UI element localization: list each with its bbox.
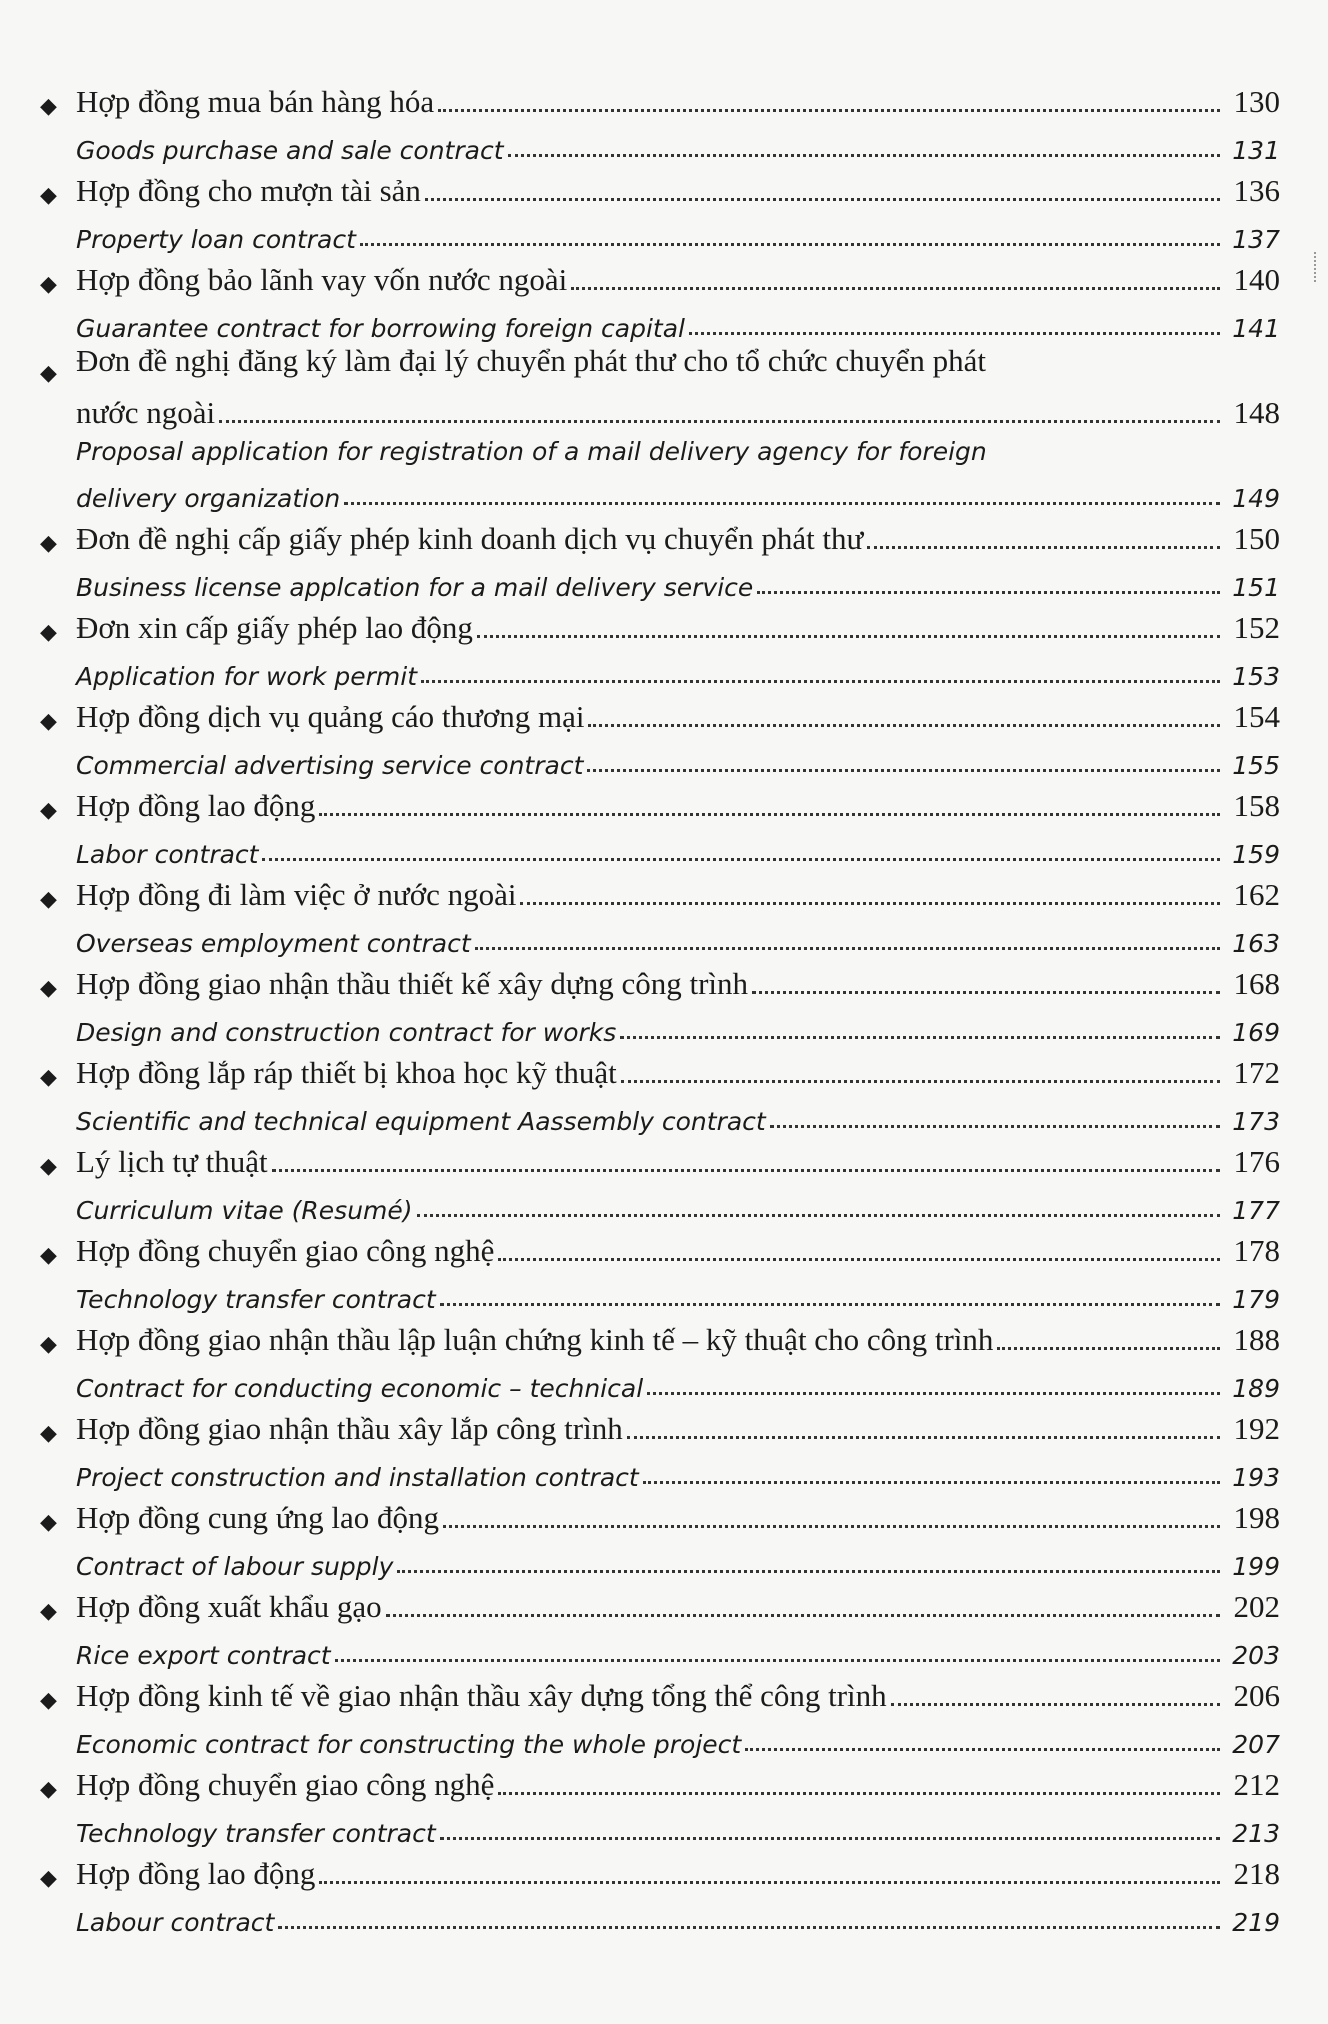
- entry-title: Commercial advertising service contract: [76, 751, 584, 780]
- diamond-bullet-icon: [40, 1247, 56, 1263]
- page-number: 155: [1232, 751, 1280, 780]
- diamond-bullet-icon: [40, 624, 56, 640]
- entry-title-line1: Proposal application for registration of a mail delivery agency for foreign: [76, 437, 987, 466]
- entry-title: Hợp đồng đi làm việc ở nước ngoài: [76, 877, 517, 912]
- entry-title: Đơn xin cấp giấy phép lao động: [76, 610, 473, 645]
- page-number: 199: [1232, 1552, 1280, 1581]
- page-number: 172: [1233, 1055, 1280, 1090]
- entry-title: Đơn đề nghị cấp giấy phép kinh doanh dịch vụ chuyển phát thư: [76, 521, 864, 556]
- diamond-bullet-icon: [40, 1603, 56, 1619]
- page-number: 154: [1233, 699, 1280, 734]
- toc-entry-vi: [40, 604, 1280, 648]
- entry-title: Curriculum vitae (Resumé): [76, 1196, 413, 1225]
- page-number: 150: [1233, 521, 1280, 556]
- toc-entry-vi: [40, 693, 1280, 737]
- toc-entry-en: [40, 122, 1280, 167]
- page-number: 141: [1232, 314, 1280, 343]
- toc-entry-en: [40, 211, 1280, 256]
- toc-entry-en: [40, 1093, 1280, 1138]
- page-number: 188: [1233, 1322, 1280, 1357]
- page-number: 207: [1232, 1730, 1280, 1759]
- toc-entry-vi: [40, 1405, 1280, 1449]
- toc-entry-en: [40, 1271, 1280, 1316]
- page-number: 193: [1232, 1463, 1280, 1492]
- page-number: 198: [1233, 1500, 1280, 1535]
- entry-title: Guarantee contract for borrowing foreign capital: [76, 314, 685, 343]
- diamond-bullet-icon: [40, 365, 56, 381]
- entry-title: Rice export contract: [76, 1641, 331, 1670]
- page-number: 202: [1233, 1589, 1280, 1624]
- entry-title: Overseas employment contract: [76, 929, 471, 958]
- entry-title: Hợp đồng giao nhận thầu thiết kế xây dựng công trình: [76, 966, 749, 1001]
- toc-entry-en: [40, 1538, 1280, 1583]
- toc-entry-vi: [40, 515, 1280, 559]
- toc-entry-vi: [40, 256, 1280, 300]
- entry-title: Hợp đồng cho mượn tài sản: [76, 173, 421, 208]
- entry-title: Technology transfer contract: [76, 1819, 436, 1848]
- page-number: 162: [1233, 877, 1280, 912]
- page-number: 203: [1232, 1641, 1280, 1670]
- toc-entry-vi: [40, 1672, 1280, 1716]
- toc-entry-vi: [40, 1583, 1280, 1627]
- page-number: 178: [1233, 1233, 1280, 1268]
- diamond-bullet-icon: [40, 187, 56, 203]
- entry-title: Hợp đồng chuyển giao công nghệ: [76, 1233, 495, 1268]
- entry-title: Hợp đồng dịch vụ quảng cáo thương mại: [76, 699, 585, 734]
- toc-entry-en: [40, 1182, 1280, 1227]
- entry-title: Lý lịch tự thuật: [76, 1144, 268, 1179]
- toc-entry-vi: [40, 1316, 1280, 1360]
- diamond-bullet-icon: [40, 891, 56, 907]
- diamond-bullet-icon: [40, 1158, 56, 1174]
- page-number: 140: [1233, 262, 1280, 297]
- entry-title: Hợp đồng lao động: [76, 1856, 316, 1891]
- diamond-bullet-icon: [40, 276, 56, 292]
- entry-title-line1: Đơn đề nghị đăng ký làm đại lý chuyển phát thư cho tổ chức chuyển phát: [76, 343, 987, 378]
- entry-title: Labour contract: [76, 1908, 275, 1937]
- diamond-bullet-icon: [40, 1781, 56, 1797]
- entry-title: Scientific and technical equipment Aassembly contract: [76, 1107, 766, 1136]
- diamond-bullet-icon: [40, 1514, 56, 1530]
- entry-title: Hợp đồng giao nhận thầu lập luận chứng kinh tế – kỹ thuật cho công trình: [76, 1322, 994, 1357]
- diamond-bullet-icon: [40, 980, 56, 996]
- page-number: 163: [1232, 929, 1280, 958]
- entry-title: Economic contract for constructing the whole project: [76, 1730, 742, 1759]
- entry-title: Technology transfer contract: [76, 1285, 436, 1314]
- page-number: 192: [1233, 1411, 1280, 1446]
- entry-title: Hợp đồng giao nhận thầu xây lắp công trình: [76, 1411, 623, 1446]
- diamond-bullet-icon: [40, 1069, 56, 1085]
- page-number: 153: [1232, 662, 1280, 691]
- entry-title: Project construction and installation contract: [76, 1463, 639, 1492]
- page-number: 177: [1232, 1196, 1280, 1225]
- page-number: 168: [1233, 966, 1280, 1001]
- page-number: 159: [1232, 840, 1280, 869]
- entry-title: Labor contract: [76, 840, 259, 869]
- toc-entry-vi: [40, 1761, 1280, 1805]
- page-number: 148: [1233, 395, 1280, 430]
- page-number: 218: [1233, 1856, 1280, 1891]
- toc-entry-en: [40, 1360, 1280, 1405]
- entry-title: Hợp đồng xuất khẩu gạo: [76, 1589, 382, 1624]
- toc-entry-vi: [40, 1494, 1280, 1538]
- entry-title: Goods purchase and sale contract: [76, 136, 504, 165]
- entry-title: Contract for conducting economic – technical: [76, 1374, 644, 1403]
- entry-title: Hợp đồng lao động: [76, 788, 316, 823]
- page-number: 213: [1232, 1819, 1280, 1848]
- entry-title: Hợp đồng mua bán hàng hóa: [76, 84, 435, 119]
- page-number: 136: [1233, 173, 1280, 208]
- entry-title: Hợp đồng cung ứng lao động: [76, 1500, 439, 1535]
- diamond-bullet-icon: [40, 802, 56, 818]
- entry-title: Hợp đồng lắp ráp thiết bị khoa học kỹ thuật: [76, 1055, 617, 1090]
- entry-title-line2: nước ngoài: [76, 395, 216, 430]
- toc-entry-en: [40, 300, 1280, 345]
- toc-entry-en: [40, 648, 1280, 693]
- page-number: 137: [1232, 225, 1280, 254]
- entry-title: Design and construction contract for works: [76, 1018, 617, 1047]
- toc-entry-vi: [40, 1049, 1280, 1093]
- page-number: 219: [1232, 1908, 1280, 1937]
- page-number: 149: [1232, 484, 1280, 513]
- toc-entry-en: [40, 433, 1280, 515]
- page-number: 179: [1232, 1285, 1280, 1314]
- toc-entry-en: [40, 1627, 1280, 1672]
- entry-title: Hợp đồng kinh tế về giao nhận thầu xây dựng tổng thể công trình: [76, 1678, 887, 1713]
- diamond-bullet-icon: [40, 1692, 56, 1708]
- page-number: 130: [1233, 84, 1280, 119]
- entry-title: Business license applcation for a mail delivery service: [76, 573, 754, 602]
- entry-title: Hợp đồng chuyển giao công nghệ: [76, 1767, 495, 1802]
- entry-title: Hợp đồng bảo lãnh vay vốn nước ngoài: [76, 262, 568, 297]
- toc-entry-en: [40, 1805, 1280, 1850]
- diamond-bullet-icon: [40, 535, 56, 551]
- diamond-bullet-icon: [40, 98, 56, 114]
- page-number: 173: [1232, 1107, 1280, 1136]
- toc-entry-en: [40, 1716, 1280, 1761]
- page-number: 206: [1233, 1678, 1280, 1713]
- entry-title: Property loan contract: [76, 225, 356, 254]
- page-number: 152: [1233, 610, 1280, 645]
- toc-entry-en: [40, 915, 1280, 960]
- page-number: 151: [1232, 573, 1280, 602]
- diamond-bullet-icon: [40, 713, 56, 729]
- page-edge-mark: [1314, 252, 1320, 282]
- page-number: 158: [1233, 788, 1280, 823]
- toc-entry-vi: [40, 1850, 1280, 1894]
- toc-entry-vi: [40, 782, 1280, 826]
- toc-entry-vi: [40, 78, 1280, 122]
- diamond-bullet-icon: [40, 1336, 56, 1352]
- table-of-contents: [40, 78, 1280, 1939]
- toc-entry-vi: [40, 167, 1280, 211]
- toc-entry-en: [40, 559, 1280, 604]
- toc-entry-vi: [40, 1138, 1280, 1182]
- page-number: 169: [1232, 1018, 1280, 1047]
- entry-title: Contract of labour supply: [76, 1552, 394, 1581]
- toc-entry-en: [40, 826, 1280, 871]
- toc-entry-en: [40, 1894, 1280, 1939]
- toc-entry-vi: [40, 871, 1280, 915]
- toc-entry-vi: [40, 1227, 1280, 1271]
- entry-title-line2: delivery organization: [76, 484, 341, 513]
- toc-entry-en: [40, 1449, 1280, 1494]
- diamond-bullet-icon: [40, 1425, 56, 1441]
- toc-entry-vi: [40, 960, 1280, 1004]
- toc-entry-en: [40, 737, 1280, 782]
- page-number: 131: [1232, 136, 1280, 165]
- page-number: 176: [1233, 1144, 1280, 1179]
- diamond-bullet-icon: [40, 1870, 56, 1886]
- toc-entry-en: [40, 1004, 1280, 1049]
- toc-entry-vi: [40, 345, 1280, 433]
- page-number: 212: [1233, 1767, 1280, 1802]
- entry-title: Application for work permit: [76, 662, 418, 691]
- page-number: 189: [1232, 1374, 1280, 1403]
